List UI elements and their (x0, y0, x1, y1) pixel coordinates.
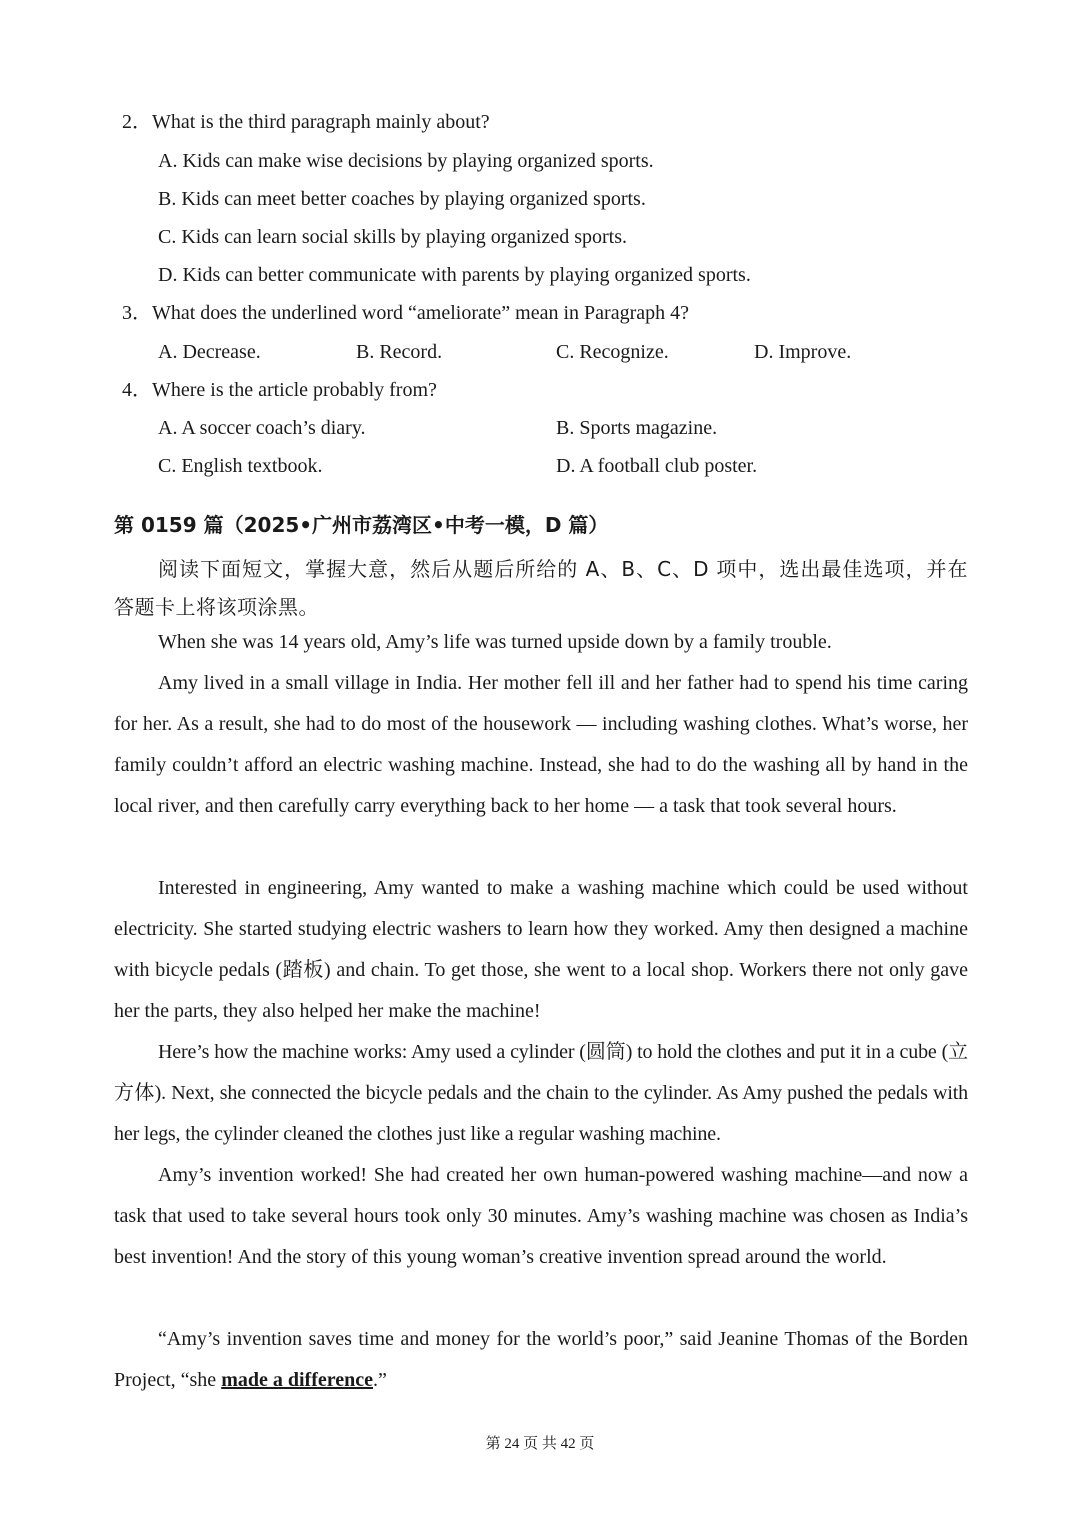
heading-suffix: 篇（ (196, 513, 244, 537)
question-2-option-a: A. Kids can make wise decisions by playing organized sports. (158, 150, 654, 172)
passage-paragraph-2: Amy lived in a small village in India. Her mother fell ill and her father had to spend his time caring for her. As a result, she had to do most of the housework — including washing clothes. What’s worse, her family couldn’t afford an electric washing machine. Instead, she had to do the washing all by hand in the local river, and then carefully carry everything back to her home — a task that took several hours. (114, 672, 968, 817)
passage-paragraph-4: Here’s how the machine works: Amy used a cylinder (圆筒) to hold the clothes and put it in a cube (立方体). Next, she connected the bicycle pedals and the chain to the cylinder. As Amy pushed the pedals with her legs, the cylinder cleaned the clothes just like a regular washing machine. (114, 1041, 968, 1145)
heading-number: 0159 (140, 513, 197, 537)
heading-close: ） (588, 513, 609, 537)
question-3-option-c: C. Recognize. (556, 341, 669, 363)
question-4-stem (122, 378, 437, 402)
question-text: What does the underlined word “ameliorate” mean in Paragraph 4? (152, 302, 690, 324)
question-3-option-d: D. Improve. (754, 341, 852, 363)
passage-paragraph-5: Amy’s invention worked! She had created her own human-powered washing machine—and now a task that used to take several hours took only 30 minutes. Amy’s washing machine was chosen as India’s best invention! And the story of this young woman’s creative invention spread around the world. (114, 1164, 968, 1268)
question-2-option-d: D. Kids can better communicate with parents by playing organized sports. (158, 264, 751, 286)
heading-prefix: 第 (114, 513, 141, 537)
passage-paragraph-6 (114, 1319, 968, 1401)
paragraph-6-end: .” (373, 1369, 387, 1391)
question-2-option-c: C. Kids can learn social skills by playing organized sports. (158, 226, 627, 248)
question-number: 2． (122, 111, 152, 133)
section-heading (114, 512, 608, 538)
question-text: What is the third paragraph mainly about? (152, 111, 490, 133)
question-4-option-b: B. Sports magazine. (556, 417, 718, 439)
question-3-option-b: B. Record. (356, 341, 443, 363)
question-4-option-c: C. English textbook. (158, 455, 323, 477)
question-4-option-a: A. A soccer coach’s diary. (158, 417, 366, 439)
underlined-phrase: made a difference (221, 1369, 373, 1391)
section-instruction: 阅读下面短文，掌握大意，然后从题后所给的 A、B、C、D 项中，选出最佳选项，并在答题卡上将该项涂黑。 (114, 557, 968, 619)
question-3-stem (122, 301, 689, 325)
question-2-stem (122, 110, 490, 134)
question-number: 4． (122, 379, 152, 401)
question-text: Where is the article probably from? (152, 379, 437, 401)
paragraph-6-start: “Amy’s invention saves time and money for the world’s poor,” said Jeanine Thomas of the Borden Project, “she (114, 1328, 968, 1391)
passage-paragraph-1: When she was 14 years old, Amy’s life was turned upside down by a family trouble. (158, 631, 832, 653)
page-footer: 第 24 页 共 42 页 (485, 1436, 595, 1452)
question-2-option-b: B. Kids can meet better coaches by playing organized sports. (158, 188, 646, 210)
question-3-option-a: A. Decrease. (158, 341, 261, 363)
passage-paragraph-3: Interested in engineering, Amy wanted to make a washing machine which could be used without electricity. She started studying electric washers to learn how they worked. Amy then designed a machine with bicycle pedals (踏板) and chain. To get those, she went to a local shop. Workers there not only gave her the parts, they also helped her make the machine! (114, 877, 968, 1022)
question-4-option-d: D. A football club poster. (556, 455, 758, 477)
heading-source: 2025•广州市荔湾区•中考一模，D 篇 (243, 513, 589, 537)
question-number: 3． (122, 302, 152, 324)
